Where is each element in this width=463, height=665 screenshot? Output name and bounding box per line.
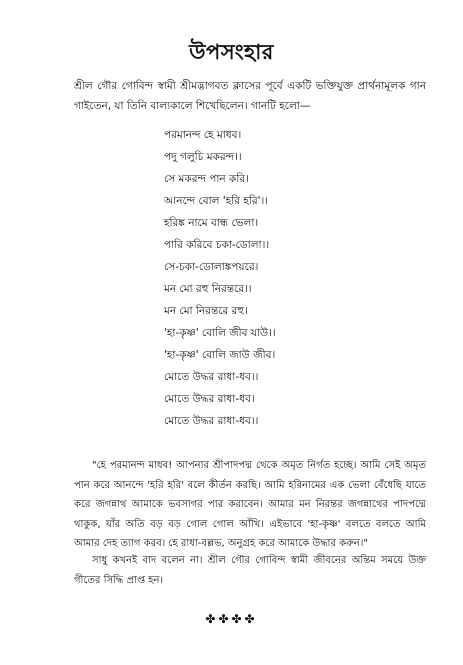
ornament-divider: ✤✤✤✤	[205, 612, 258, 626]
verse-line: মন মো রহু নিরন্তরে।।	[164, 283, 252, 295]
verse-line: মোতে উদ্ধর রাধা-ধব।।	[164, 371, 259, 383]
verse-line: সে মকরন্দ পান করি।	[164, 173, 249, 185]
verse-line: হরিঙ্ক নামে বান্ধ ভেলা।	[164, 217, 259, 229]
verse-line: 'হা-কৃষ্ণ' বোলি জীব যাউ।।	[164, 327, 276, 339]
verse-line: মোতে উদ্ধর রাধা-ধব।।	[164, 415, 259, 427]
translation-paragraph: "হে পরমানন্দ মাধব! আপনার শ্রীপাদপদ্ম থেকে অমৃত নির্গত হচ্ছে। আমি সেই অমৃত পান করে আনন্দে 'হরি হরি' বলে কীর্তন করছি। আমি হরিনামের এক ভেলা বেঁধেছি যাতে করে জগন্নাথ আমাকে ভবসাগর পার করাবেন। আমার মন নিরন্তর জগন্নাথের পাদপদ্মে থাকুক, যাঁর অতি বড় বড় গোল গোল আঁখি। এইভাবে 'হা-কৃষ্ণ' বলতে বলতে আমি আমার দেহ ত্যাগ করব। হে রাধা-বল্লভ, অনুগ্রহ করে আমাকে উদ্ধার করুন।"	[74, 460, 426, 549]
verse-line: সে-চকা-ডোলাঙ্কপয়রে।	[164, 261, 259, 273]
verse-line: পদু গলুচি মকরন্দ।।	[164, 151, 242, 163]
verse-line: 'হা-কৃষ্ণ' বোলি জাউ জীব।	[164, 349, 276, 361]
intro-paragraph: শ্রীল গৌর গোবিন্দ স্বামী শ্রীমদ্ভাগবত ক্লাসের পূর্বে একটি ভক্তিযুক্ত প্রার্থনামূলক গান গাইতেন, যা তিনি বাল্যকালে শিখেছিলেন। গানটি হলো—	[74, 80, 426, 112]
verse-line: আনন্দে বোল 'হরি হরি'।।	[164, 195, 269, 207]
verse-line: পরমানন্দ হে মাধব।	[164, 129, 242, 141]
verse-line: মন মো নিরন্তরে রহু।	[164, 305, 248, 317]
song-verses	[164, 124, 276, 432]
verse-line: মোতে উদ্ধর রাধা-ধব।	[164, 393, 255, 405]
page-title: উপসংহার	[189, 40, 274, 64]
closing-paragraph: সাধু কখনই বাদ বলেন না। শ্রীল গৌর গোবিন্দ স্বামী জীবনের অন্তিম সময়ে উক্ত গীতের সিদ্ধি প্রাপ্ত হন।	[74, 555, 426, 586]
verse-line: পারি করিবে চকা-ডোলা।।	[164, 239, 270, 251]
